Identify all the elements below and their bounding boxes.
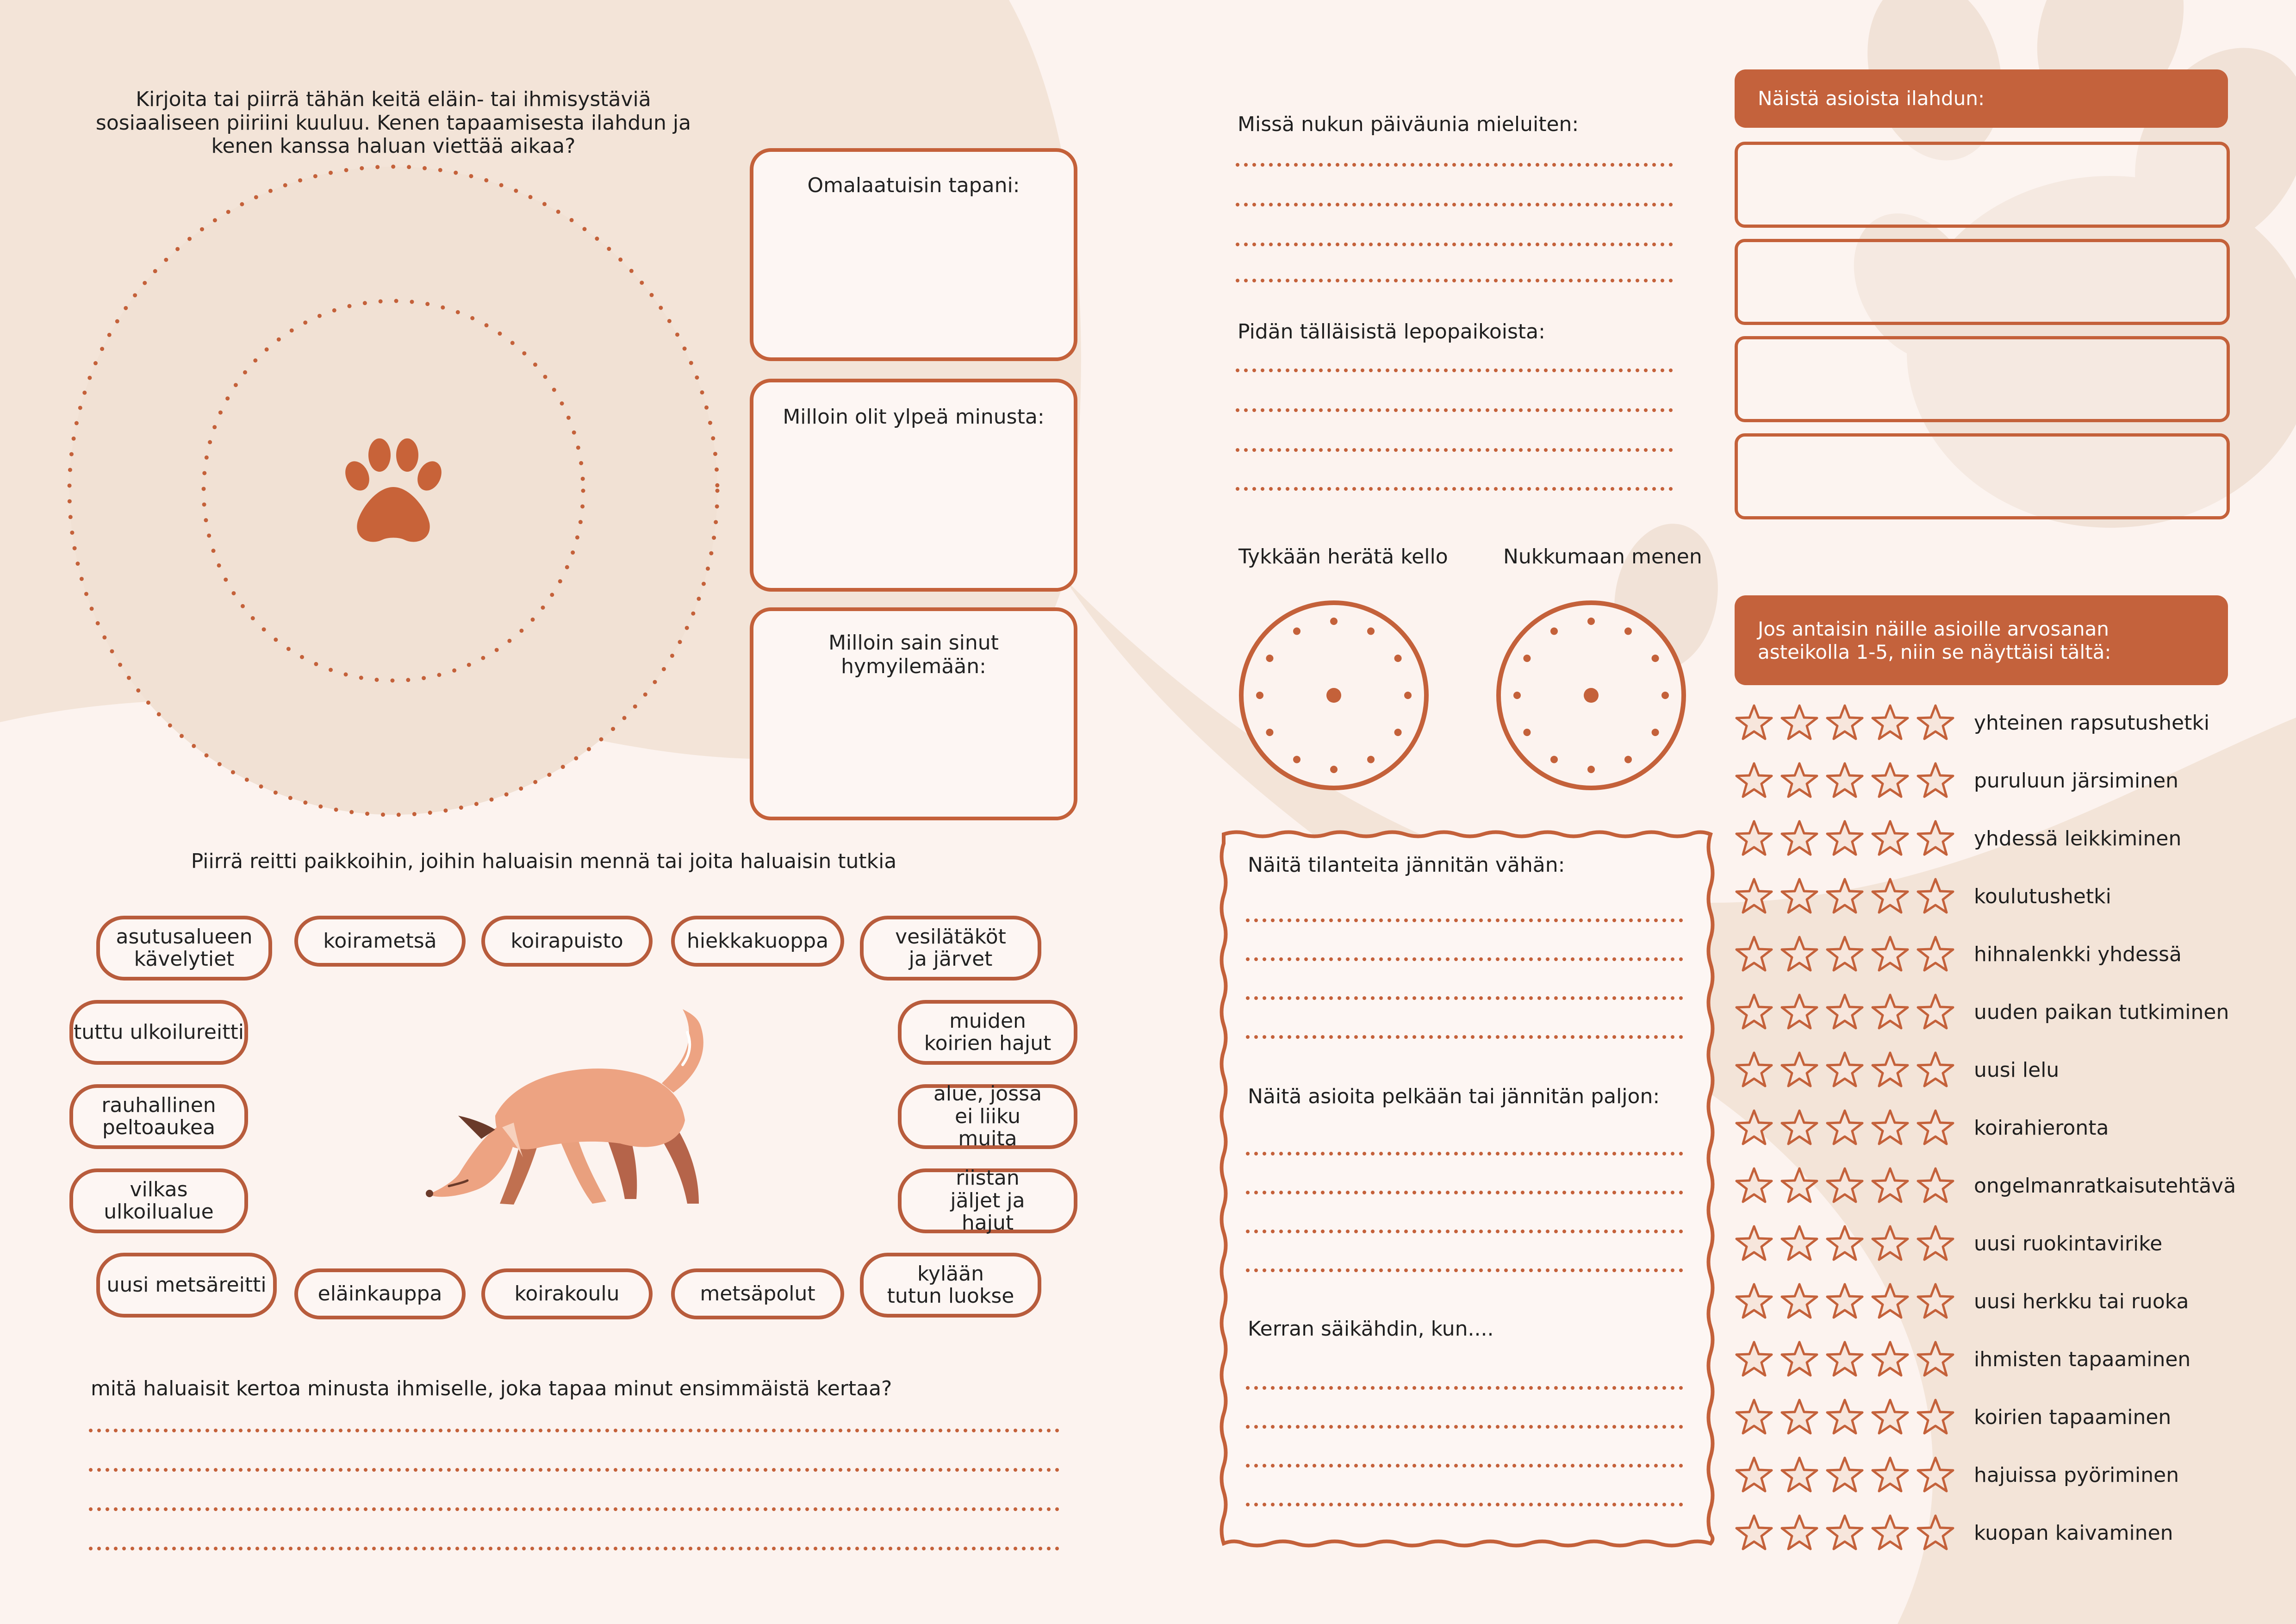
rating-stars[interactable] — [1735, 1167, 1955, 1204]
joy-box[interactable] — [1735, 142, 2230, 228]
nap-prompt: Missä nukun päiväunia mieluiten: — [1238, 112, 1579, 136]
rating-label: ongelmanratkaisutehtävä — [1974, 1174, 2236, 1198]
rating-stars[interactable] — [1735, 1224, 1955, 1262]
rating-stars[interactable] — [1735, 819, 1955, 856]
wake-clock[interactable] — [1237, 598, 1431, 793]
star-icon[interactable] — [1871, 762, 1910, 799]
star-icon[interactable] — [1916, 762, 1955, 799]
star-icon[interactable] — [1871, 1282, 1910, 1319]
star-icon[interactable] — [1780, 935, 1819, 972]
star-icon[interactable] — [1735, 1167, 1773, 1204]
star-icon[interactable] — [1780, 1224, 1819, 1262]
rest-lines[interactable] — [1235, 365, 1679, 494]
star-icon[interactable] — [1916, 993, 1955, 1030]
star-icon[interactable] — [1916, 877, 1955, 914]
place-pill[interactable]: kylään tutun luokse — [860, 1253, 1041, 1318]
rating-label: puruluun järsiminen — [1974, 769, 2179, 793]
fears-little-label: Näitä tilanteita jännitän vähän: — [1248, 853, 1565, 877]
star-icon[interactable] — [1871, 1514, 1910, 1551]
star-icon[interactable] — [1916, 1398, 1955, 1435]
proud-label: Milloin olit ylpeä minusta: — [783, 405, 1045, 429]
place-pill[interactable]: rauhallinen peltoaukea — [69, 1084, 248, 1149]
rating-stars[interactable] — [1735, 1051, 1955, 1088]
star-icon[interactable] — [1780, 1051, 1819, 1088]
star-icon[interactable] — [1780, 1340, 1819, 1377]
star-icon[interactable] — [1825, 762, 1864, 799]
clock-hour-dot — [1523, 729, 1531, 736]
rating-stars[interactable] — [1735, 993, 1955, 1030]
star-icon[interactable] — [1735, 1398, 1773, 1435]
place-pill[interactable]: koirakoulu — [481, 1268, 653, 1319]
rating-label: uusi herkku tai ruoka — [1974, 1290, 2189, 1313]
rating-label: uusi lelu — [1974, 1058, 2060, 1082]
wake-label: Tykkään herätä kello — [1238, 545, 1448, 568]
star-icon[interactable] — [1735, 819, 1773, 856]
star-icon[interactable] — [1825, 1109, 1864, 1146]
star-icon[interactable] — [1916, 1282, 1955, 1319]
star-icon[interactable] — [1735, 877, 1773, 914]
joys-header — [1735, 69, 2228, 128]
star-icon[interactable] — [1916, 1051, 1955, 1088]
star-icon[interactable] — [1780, 993, 1819, 1030]
place-pill[interactable]: hiekkakuoppa — [671, 916, 844, 967]
star-icon[interactable] — [1735, 1340, 1773, 1377]
star-icon[interactable] — [1735, 935, 1773, 972]
star-icon[interactable] — [1780, 1398, 1819, 1435]
fears-much-label: Näitä asioita pelkään tai jännitän paljon: — [1248, 1085, 1660, 1108]
rating-stars[interactable] — [1735, 877, 1955, 914]
star-icon[interactable] — [1871, 1456, 1910, 1493]
place-pill[interactable]: metsäpolut — [671, 1268, 844, 1319]
rating-stars[interactable] — [1735, 1340, 1955, 1377]
clock-hour-dot — [1587, 766, 1595, 773]
rating-stars[interactable] — [1735, 1456, 1955, 1493]
rating-label: ihmisten tapaaminen — [1974, 1348, 2191, 1371]
star-icon[interactable] — [1825, 1456, 1864, 1493]
star-icon[interactable] — [1780, 762, 1819, 799]
first-meeting-lines[interactable] — [88, 1421, 1060, 1560]
star-icon[interactable] — [1871, 704, 1910, 741]
star-icon[interactable] — [1735, 1456, 1773, 1493]
star-icon[interactable] — [1916, 1167, 1955, 1204]
star-icon[interactable] — [1916, 819, 1955, 856]
place-pill[interactable]: asutusalueen kävelytiet — [96, 916, 272, 981]
star-icon[interactable] — [1916, 1224, 1955, 1262]
rating-label: yhteinen rapsutushetki — [1974, 711, 2210, 735]
star-icon[interactable] — [1916, 704, 1955, 741]
clock-hour-dot — [1513, 692, 1521, 699]
rest-prompt: Pidän tälläisistä lepopaikoista: — [1238, 320, 1545, 344]
star-icon[interactable] — [1735, 1282, 1773, 1319]
proud-box[interactable] — [750, 379, 1077, 592]
clock-hour-dot — [1394, 655, 1402, 662]
star-icon[interactable] — [1735, 993, 1773, 1030]
clock-hour-dot — [1394, 729, 1402, 736]
clock-hour-dot — [1550, 627, 1558, 635]
place-pill[interactable]: muiden koirien hajut — [898, 1000, 1077, 1065]
rating-label: koirien tapaaminen — [1974, 1405, 2172, 1429]
star-icon[interactable] — [1871, 1109, 1910, 1146]
bed-clock[interactable] — [1494, 598, 1688, 793]
place-pill[interactable]: vesilätäköt ja järvet — [860, 916, 1041, 981]
rating-label: hajuissa pyöriminen — [1974, 1463, 2179, 1487]
rating-stars[interactable] — [1735, 1109, 1955, 1146]
star-icon[interactable] — [1780, 1514, 1819, 1551]
star-icon[interactable] — [1825, 1224, 1864, 1262]
fears-much-lines[interactable] — [1245, 1139, 1689, 1278]
star-icon[interactable] — [1780, 877, 1819, 914]
star-icon[interactable] — [1780, 1109, 1819, 1146]
star-icon[interactable] — [1780, 1167, 1819, 1204]
star-icon[interactable] — [1871, 1167, 1910, 1204]
star-icon[interactable] — [1916, 935, 1955, 972]
clock-hour-dot — [1661, 692, 1669, 699]
star-icon[interactable] — [1780, 819, 1819, 856]
clock-hour-dot — [1330, 766, 1338, 773]
star-icon[interactable] — [1871, 993, 1910, 1030]
star-icon[interactable] — [1916, 1514, 1955, 1551]
star-icon[interactable] — [1825, 1398, 1864, 1435]
star-icon[interactable] — [1825, 1514, 1864, 1551]
joy-box[interactable] — [1735, 433, 2230, 519]
rating-label: koulutushetki — [1974, 885, 2111, 908]
fears-once-lines[interactable] — [1245, 1370, 1689, 1518]
clock-hour-dot — [1266, 655, 1273, 662]
star-icon[interactable] — [1735, 762, 1773, 799]
star-icon[interactable] — [1735, 704, 1773, 741]
nap-lines[interactable] — [1235, 157, 1679, 287]
clock-hour-dot — [1293, 756, 1300, 763]
star-icon[interactable] — [1735, 1224, 1773, 1262]
quirk-label: Omalaatuisin tapani: — [807, 174, 1020, 197]
star-icon[interactable] — [1825, 704, 1864, 741]
bed-label: Nukkumaan menen — [1503, 545, 1702, 568]
fears-once-label: Kerran säikähdin, kun.... — [1248, 1317, 1494, 1341]
star-icon[interactable] — [1871, 1224, 1910, 1262]
quirk-box[interactable] — [750, 148, 1077, 361]
place-pill[interactable]: koirapuisto — [481, 916, 653, 967]
clock-hour-dot — [1367, 627, 1375, 635]
star-icon[interactable] — [1735, 1051, 1773, 1088]
rating-stars[interactable] — [1735, 1282, 1955, 1319]
star-icon[interactable] — [1825, 1282, 1864, 1319]
rating-label: hihnalenkki yhdessä — [1974, 943, 2182, 966]
smile-box[interactable] — [750, 607, 1077, 820]
star-icon[interactable] — [1825, 1051, 1864, 1088]
first-meeting-prompt: mitä haluaisit kertoa minusta ihmiselle, joka tapaa minut ensimmäistä kertaa? — [91, 1377, 892, 1400]
star-icon[interactable] — [1916, 1340, 1955, 1377]
clock-hour-dot — [1652, 655, 1659, 662]
star-icon[interactable] — [1871, 877, 1910, 914]
ratings-header-text: Jos antaisin näille asioille arvosanan asteikolla 1-5, niin se näyttäisi tältä: — [1758, 618, 2111, 664]
social-circle-prompt: Kirjoita tai piirrä tähän keitä eläin- tai ihmisystäviä sosiaaliseen piiriini kuuluu. Kenen tapaamisesta ilahdun ja kenen kanssa haluan viettää aikaa? — [95, 87, 691, 158]
star-icon[interactable] — [1780, 1456, 1819, 1493]
star-icon[interactable] — [1871, 1398, 1910, 1435]
star-icon[interactable] — [1871, 1051, 1910, 1088]
star-icon[interactable] — [1780, 704, 1819, 741]
smile-label: Milloin sain sinut hymyilemään: — [828, 631, 999, 678]
star-icon[interactable] — [1871, 819, 1910, 856]
rating-stars[interactable] — [1735, 1398, 1955, 1435]
clock-hour-dot — [1523, 655, 1531, 662]
star-icon[interactable] — [1825, 819, 1864, 856]
clock-hour-dot — [1293, 627, 1300, 635]
rating-label: yhdessä leikkiminen — [1974, 827, 2182, 850]
place-pill[interactable]: vilkas ulkoilualue — [69, 1168, 248, 1233]
rating-stars[interactable] — [1735, 704, 1955, 741]
fears-little-lines[interactable] — [1245, 907, 1689, 1046]
joy-box[interactable] — [1735, 239, 2230, 325]
ratings-header — [1735, 595, 2228, 685]
joy-box[interactable] — [1735, 336, 2230, 422]
clock-hour-dot — [1266, 729, 1273, 736]
star-icon[interactable] — [1916, 1109, 1955, 1146]
star-icon[interactable] — [1735, 1109, 1773, 1146]
clock-hour-dot — [1624, 627, 1632, 635]
clock-hour-dot — [1587, 618, 1595, 625]
dog-sniffing-illustration — [403, 1005, 736, 1227]
place-pill[interactable]: tuttu ulkoilureitti — [69, 1000, 248, 1065]
star-icon[interactable] — [1825, 877, 1864, 914]
clock-hour-dot — [1550, 756, 1558, 763]
place-pill[interactable]: alue, jossa ei liiku muita — [898, 1084, 1077, 1149]
star-icon[interactable] — [1916, 1456, 1955, 1493]
place-pill[interactable]: uusi metsäreitti — [96, 1253, 277, 1318]
route-prompt: Piirrä reitti paikkoihin, joihin haluaisin mennä tai joita haluaisin tutkia — [191, 849, 897, 873]
clock-hour-dot — [1652, 729, 1659, 736]
rating-label: koirahieronta — [1974, 1116, 2109, 1140]
star-icon[interactable] — [1735, 1514, 1773, 1551]
star-icon[interactable] — [1825, 935, 1864, 972]
place-pill[interactable]: eläinkauppa — [294, 1268, 466, 1319]
clock-hour-dot — [1624, 756, 1632, 763]
star-icon[interactable] — [1825, 1167, 1864, 1204]
joys-header-text: Näistä asioista ilahdun: — [1758, 87, 1985, 110]
rating-label: uuden paikan tutkiminen — [1974, 1000, 2229, 1024]
clock-hour-dot — [1404, 692, 1412, 699]
rating-label: kuopan kaivaminen — [1974, 1521, 2173, 1545]
rating-stars[interactable] — [1735, 762, 1955, 799]
rating-stars[interactable] — [1735, 935, 1955, 972]
clock-hour-dot — [1330, 618, 1338, 625]
place-pill[interactable]: koirametsä — [294, 916, 466, 967]
place-pill[interactable]: riistan jäljet ja hajut — [898, 1168, 1077, 1233]
paw-icon — [324, 426, 463, 565]
star-icon[interactable] — [1780, 1282, 1819, 1319]
star-icon[interactable] — [1871, 1340, 1910, 1377]
star-icon[interactable] — [1825, 993, 1864, 1030]
rating-label: uusi ruokintavirike — [1974, 1232, 2163, 1255]
star-icon[interactable] — [1825, 1340, 1864, 1377]
star-icon[interactable] — [1871, 935, 1910, 972]
clock-hour-dot — [1367, 756, 1375, 763]
clock-hour-dot — [1256, 692, 1263, 699]
rating-stars[interactable] — [1735, 1514, 1955, 1551]
